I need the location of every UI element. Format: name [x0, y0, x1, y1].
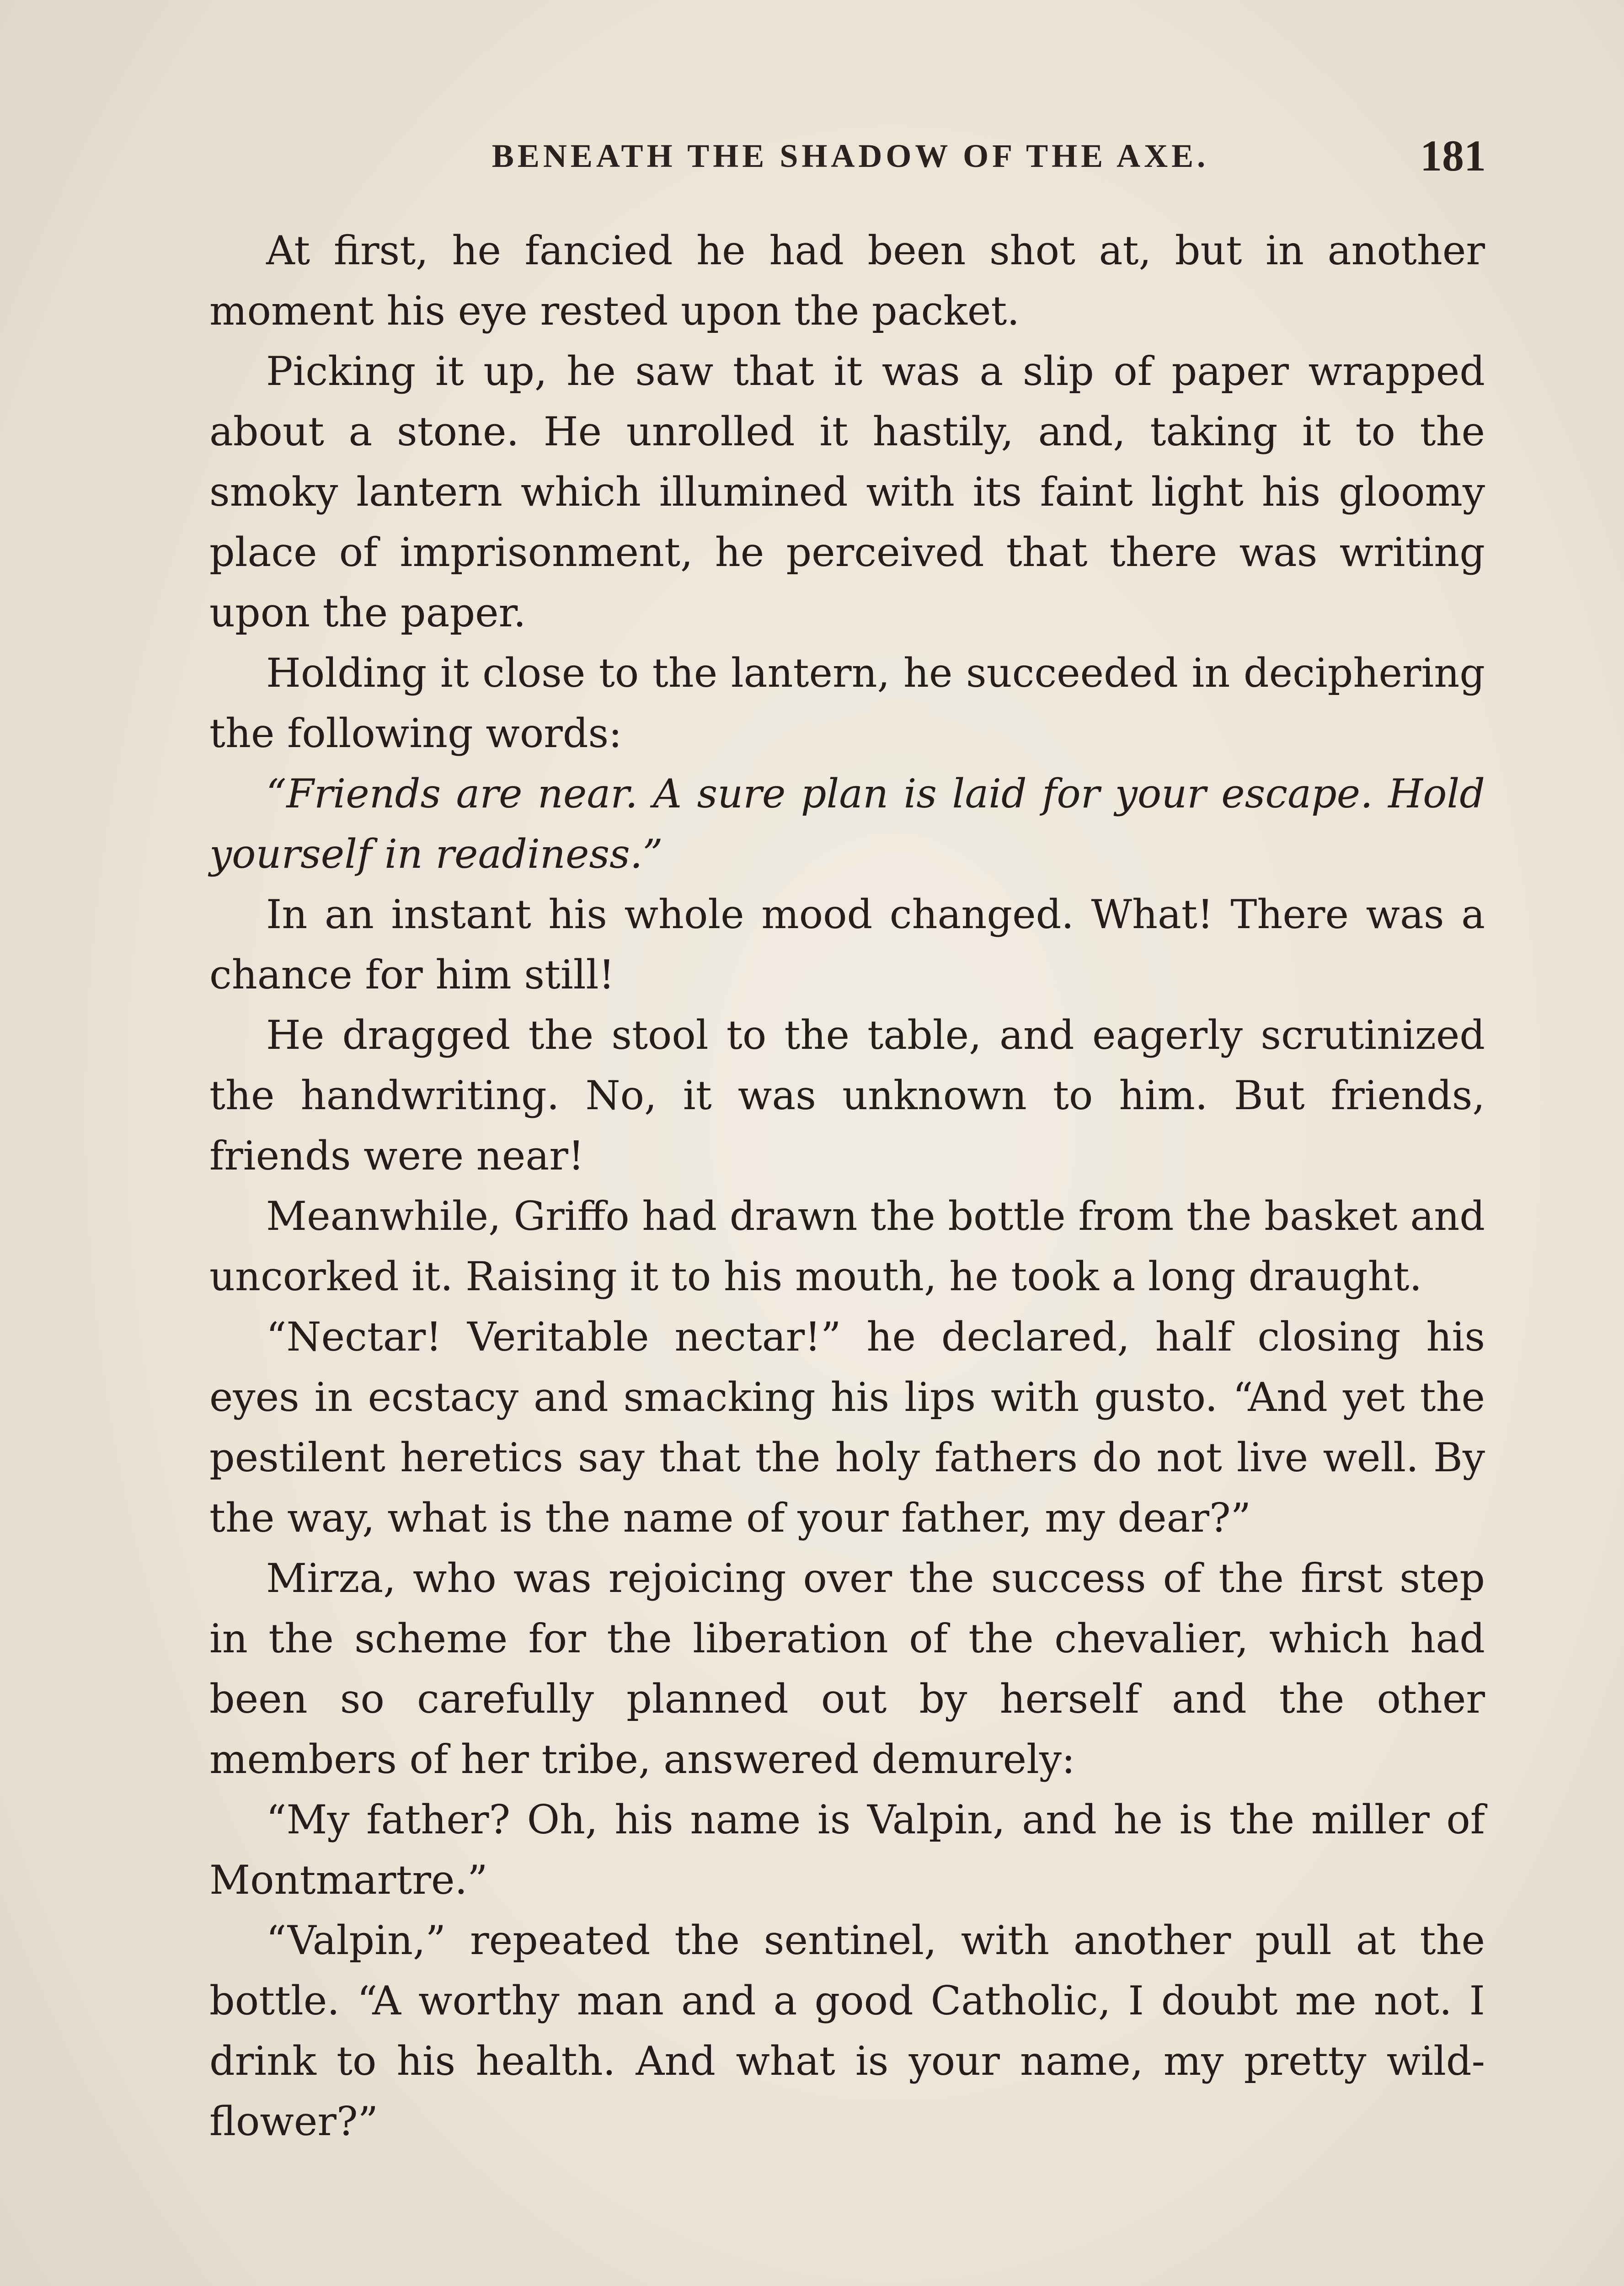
paragraph: Holding it close to the lantern, he succeeded in deciphering the following words: [209, 650, 1485, 757]
body-text [209, 220, 1485, 2152]
paragraph: “Valpin,” repeated the sentinel, with another pull at the bottle. “A worthy man and a good Catholic, I doubt me not. I drink to his health. And what is your name, my pretty wild-flower?” [209, 1917, 1485, 2145]
paragraph: In an instant his whole mood changed. What! There was a chance for him still! [209, 891, 1485, 998]
paragraph: Picking it up, he saw that it was a slip of paper wrapped about a stone. He unrolled it hastily, and, taking it to the smoky lantern which illumined with its faint light his gloomy place of imprisonment, he perceived that there was writing upon the paper. [209, 348, 1485, 636]
paragraph: Mirza, who was rejoicing over the success of the first step in the scheme for the liberation of the chevalier, which had been so carefully planned out by herself and the other members of her tribe, answered demurely: [209, 1555, 1485, 1783]
running-title: BENEATH THE SHADOW OF THE AXE. [491, 138, 1209, 174]
paragraph: He dragged the stool to the table, and eagerly scrutinized the handwriting. No, it was unknown to him. But friends, friends were near! [209, 1012, 1485, 1179]
paragraph: “Nectar! Veritable nectar!” he declared, half closing his eyes in ecstacy and smacking his lips with gusto. “And yet the pestilent heretics say that the holy fathers do not live well. By the way, what is the name of your father, my dear?” [209, 1314, 1485, 1541]
paragraph: Meanwhile, Griffo had drawn the bottle from the basket and uncorked it. Raising it to his mouth, he took a long draught. [209, 1193, 1485, 1300]
note-quote: “Friends are near. A sure plan is laid for your escape. Hold yourself in readiness.” [209, 770, 1485, 877]
page-number: 181 [1420, 131, 1486, 180]
paragraph: At first, he fancied he had been shot at, but in another moment his eye rested upon the packet. [209, 227, 1485, 334]
paragraph: “My father? Oh, his name is Valpin, and he is the miller of Montmartre.” [209, 1796, 1485, 1903]
